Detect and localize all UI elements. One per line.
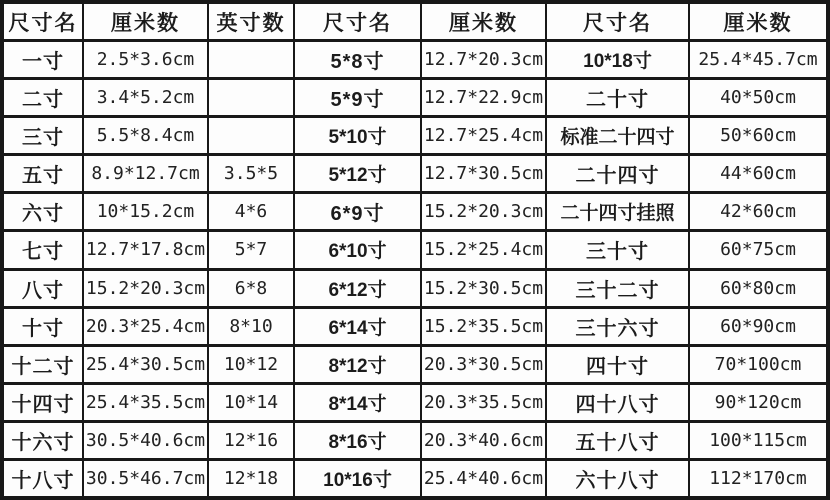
- size-name-cell: 十八寸: [4, 461, 82, 496]
- size-name-cell: 十二寸: [4, 347, 82, 382]
- cm-value-cell: 50*60cm: [690, 118, 826, 153]
- cm-value-cell: 5.5*8.4cm: [84, 118, 207, 153]
- size-name-cell: 5*10寸: [295, 118, 420, 153]
- cm-value-cell: 42*60cm: [690, 194, 826, 229]
- size-name-cell: 8*14寸: [295, 385, 420, 420]
- cm-value-cell: 40*50cm: [690, 80, 826, 115]
- size-name-cell: 5*12寸: [295, 156, 420, 191]
- size-name-cell: 一寸: [4, 42, 82, 77]
- size-name-cell: 六十八寸: [547, 461, 688, 496]
- size-name-cell: 标准二十四寸: [547, 118, 688, 153]
- inch-value-cell: [209, 118, 293, 153]
- inch-value-cell: 6*8: [209, 271, 293, 306]
- column-header-inch: 英寸数: [209, 4, 293, 39]
- size-name-cell: 十寸: [4, 309, 82, 344]
- cm-value-cell: 15.2*20.3cm: [84, 271, 207, 306]
- inch-value-cell: 4*6: [209, 194, 293, 229]
- cm-value-cell: 30.5*46.7cm: [84, 461, 207, 496]
- size-name-cell: 十四寸: [4, 385, 82, 420]
- size-name-cell: 6*12寸: [295, 271, 420, 306]
- column-header-cm-3: 厘米数: [690, 4, 826, 39]
- column-header-size-name-3: 尺寸名: [547, 4, 688, 39]
- cm-value-cell: 25.4*40.6cm: [422, 461, 545, 496]
- cm-value-cell: 12.7*25.4cm: [422, 118, 545, 153]
- cm-value-cell: 12.7*22.9cm: [422, 80, 545, 115]
- size-name-cell: 三寸: [4, 118, 82, 153]
- size-name-cell: 三十六寸: [547, 309, 688, 344]
- cm-value-cell: 25.4*45.7cm: [690, 42, 826, 77]
- cm-value-cell: 30.5*40.6cm: [84, 423, 207, 458]
- size-name-cell: 五十八寸: [547, 423, 688, 458]
- column-header-size-name-1: 尺寸名: [4, 4, 82, 39]
- size-name-cell: 8*16寸: [295, 423, 420, 458]
- size-name-cell: 6*10寸: [295, 232, 420, 267]
- size-name-cell: 二十四寸: [547, 156, 688, 191]
- column-header-size-name-2: 尺寸名: [295, 4, 420, 39]
- inch-value-cell: 10*14: [209, 385, 293, 420]
- size-name-cell: 6*9寸: [295, 194, 420, 229]
- inch-value-cell: 12*16: [209, 423, 293, 458]
- column-header-cm-1: 厘米数: [84, 4, 207, 39]
- size-name-cell: 6*14寸: [295, 309, 420, 344]
- cm-value-cell: 15.2*25.4cm: [422, 232, 545, 267]
- size-name-cell: 二十寸: [547, 80, 688, 115]
- cm-value-cell: 20.3*35.5cm: [422, 385, 545, 420]
- cm-value-cell: 60*75cm: [690, 232, 826, 267]
- size-name-cell: 二十四寸挂照: [547, 194, 688, 229]
- cm-value-cell: 20.3*40.6cm: [422, 423, 545, 458]
- inch-value-cell: 3.5*5: [209, 156, 293, 191]
- size-name-cell: 四十八寸: [547, 385, 688, 420]
- size-name-cell: 10*18寸: [547, 42, 688, 77]
- inch-value-cell: 10*12: [209, 347, 293, 382]
- inch-value-cell: 5*7: [209, 232, 293, 267]
- cm-value-cell: 112*170cm: [690, 461, 826, 496]
- cm-value-cell: 90*120cm: [690, 385, 826, 420]
- size-name-cell: 四十寸: [547, 347, 688, 382]
- size-name-cell: 二寸: [4, 80, 82, 115]
- inch-value-cell: [209, 42, 293, 77]
- size-name-cell: 5*8寸: [295, 42, 420, 77]
- cm-value-cell: 15.2*30.5cm: [422, 271, 545, 306]
- cm-value-cell: 12.7*17.8cm: [84, 232, 207, 267]
- cm-value-cell: 70*100cm: [690, 347, 826, 382]
- size-name-cell: 8*12寸: [295, 347, 420, 382]
- cm-value-cell: 3.4*5.2cm: [84, 80, 207, 115]
- size-name-cell: 八寸: [4, 271, 82, 306]
- cm-value-cell: 25.4*35.5cm: [84, 385, 207, 420]
- size-name-cell: 5*9寸: [295, 80, 420, 115]
- inch-value-cell: [209, 80, 293, 115]
- cm-value-cell: 12.7*30.5cm: [422, 156, 545, 191]
- cm-value-cell: 60*90cm: [690, 309, 826, 344]
- size-name-cell: 三十寸: [547, 232, 688, 267]
- inch-value-cell: 8*10: [209, 309, 293, 344]
- size-name-cell: 十六寸: [4, 423, 82, 458]
- cm-value-cell: 20.3*25.4cm: [84, 309, 207, 344]
- size-name-cell: 五寸: [4, 156, 82, 191]
- cm-value-cell: 25.4*30.5cm: [84, 347, 207, 382]
- size-name-cell: 六寸: [4, 194, 82, 229]
- cm-value-cell: 15.2*35.5cm: [422, 309, 545, 344]
- cm-value-cell: 100*115cm: [690, 423, 826, 458]
- size-name-cell: 10*16寸: [295, 461, 420, 496]
- cm-value-cell: 12.7*20.3cm: [422, 42, 545, 77]
- size-name-cell: 三十二寸: [547, 271, 688, 306]
- cm-value-cell: 2.5*3.6cm: [84, 42, 207, 77]
- inch-value-cell: 12*18: [209, 461, 293, 496]
- column-header-cm-2: 厘米数: [422, 4, 545, 39]
- cm-value-cell: 8.9*12.7cm: [84, 156, 207, 191]
- cm-value-cell: 15.2*20.3cm: [422, 194, 545, 229]
- cm-value-cell: 44*60cm: [690, 156, 826, 191]
- size-name-cell: 七寸: [4, 232, 82, 267]
- cm-value-cell: 60*80cm: [690, 271, 826, 306]
- cm-value-cell: 10*15.2cm: [84, 194, 207, 229]
- cm-value-cell: 20.3*30.5cm: [422, 347, 545, 382]
